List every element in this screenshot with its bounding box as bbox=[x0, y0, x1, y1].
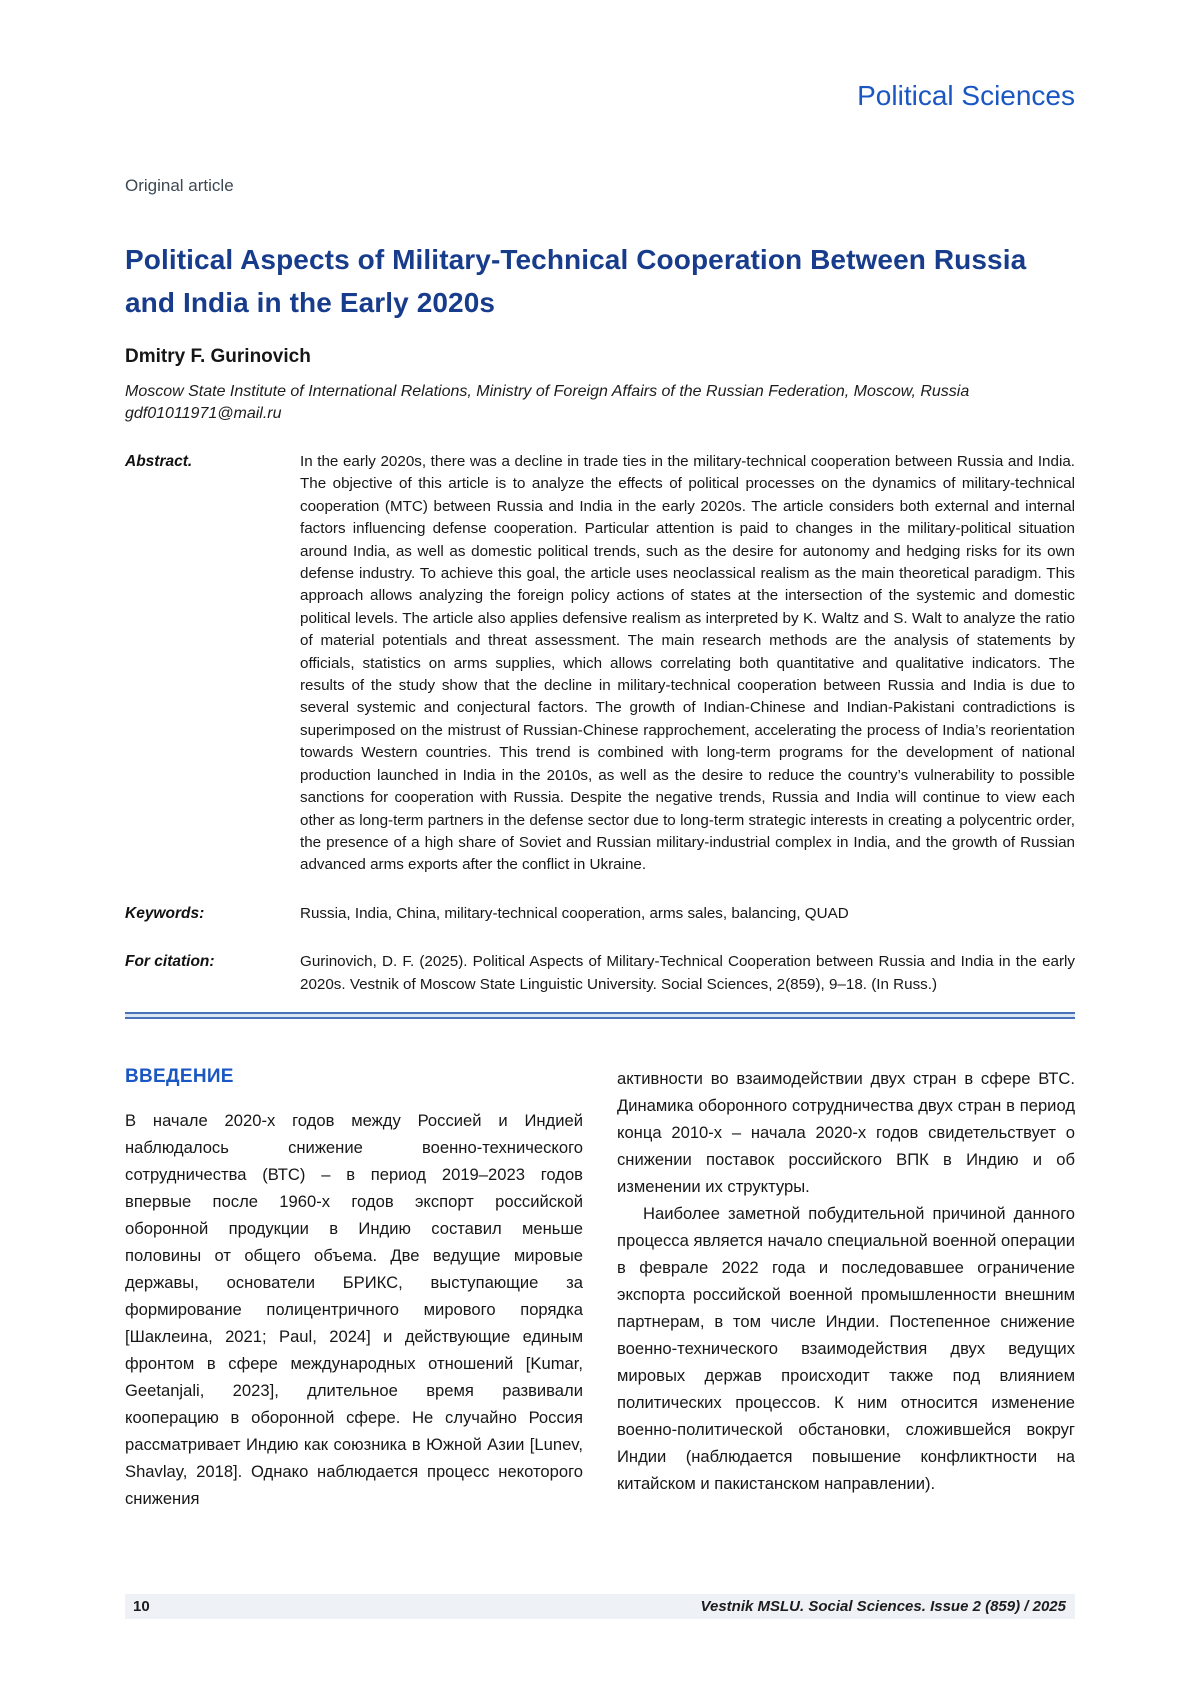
keywords-text: Russia, India, China, military-technical cooperation, arms sales, balancing, QUAD bbox=[300, 904, 849, 922]
citation-section bbox=[125, 951, 1075, 996]
intro-column-right bbox=[617, 1065, 1075, 1512]
keywords-section bbox=[125, 903, 1075, 925]
page-footer bbox=[125, 1594, 1075, 1619]
keywords-label: Keywords: bbox=[125, 904, 205, 922]
citation-label: For citation: bbox=[125, 953, 215, 971]
author-email: gdf01011971@mail.ru bbox=[125, 405, 282, 422]
intro-paragraph-right-1: активности во взаимодействии двух стран в сфере ВТС. Динамика оборонного сотрудничества двух стран в период конца 2010-х – начала 2020-х годов свидетельствует о снижении поставок российского ВПК в Индию и об изменении их структуры. bbox=[617, 1068, 1075, 1196]
section-divider bbox=[125, 1012, 1075, 1019]
intro-paragraph-right-2: Наиболее заметной побудительной причиной данного процесса является начало специальной военной операции в феврале 2022 года и последовавшее ограничение экспорта российской военной промышленности внешним партнерам, в том числе Индии. Постепенное снижение военно-технического взаимодействия двух ведущих мировых держав происходит также под влиянием политических процессов. К ним относится изменение военно-политической обстановки, сложившейся вокруг Индии (наблюдается повышение конфликтности на китайском и пакистанском направлении). bbox=[617, 1203, 1075, 1493]
article-type-label: Original article bbox=[125, 176, 234, 195]
article-title: Political Aspects of Military-Technical Cooperation Between Russia and India in the Early 2020s bbox=[125, 244, 1027, 318]
abstract-label: Abstract. bbox=[125, 453, 193, 470]
intro-paragraph-left: В начале 2020-х годов между Россией и Индией наблюдалось снижение военно-технического сотрудничества (ВТС) – в период 2019–2023 годов впервые после 1960-х годов экспорт российской оборонной продукции в Индию составил меньше половины от общего объема. Две ведущие мировые державы, основатели БРИКС, выступающие за формирование полицентричного мирового порядка [Шаклеина, 2021; Paul, 2024] и действующие единым фронтом в сфере международных отношений [Kumar, Geetanjali, 2023], длительное время развивали кооперацию в оборонной сфере. Не случайно Россия рассматривает Индию как союзника в Южной Азии [Lunev, Shavlay, 2018]. Однако наблюдается процесс некоторого снижения bbox=[125, 1110, 583, 1508]
author-affiliation: Moscow State Institute of International Relations, Ministry of Foreign Affairs of the Russian Federation, Moscow, Russia bbox=[125, 383, 970, 400]
abstract-text: In the early 2020s, there was a decline in trade ties in the military-technical cooperation between Russia and India. The objective of this article is to analyze the effects of political processes on the dynamics of military-technical cooperation (MTC) between Russia and India in the early 2020s. The article considers both external and internal factors influencing defense cooperation. Particular attention is paid to changes in the military-political situation around India, as well as domestic political trends, such as the desire for autonomy and hedging risks for its own defense industry. To achieve this goal, the article uses neoclassical realism as the main theoretical paradigm. This approach allows analyzing the foreign policy actions of states at the intersection of the systemic and domestic political levels. The article also applies defensive realism as interpreted by K. Waltz and S. Walt to analyze the ratio of material potentials and threat assessment. The main research methods are the analysis of statements by officials, statistics on arms supplies, which allows correlating both quantitative and qualitative indicators. The results of the study show that the decline in military-technical cooperation between Russia and India is due to several systemic and conjectural factors. The growth of Indian-Chinese and Indian-Pakistani contradictions is superimposed on the mistrust of Russian-Chinese rapprochement, accelerating the process of India’s reorientation towards Western countries. This trend is combined with long-term programs for the development of national production launched in India in the 2010s, as well as the desire to reduce the country’s vulnerability to possible sanctions for cooperation with Russia. Despite the negative trends, Russia and India will continue to view each other as long-term partners in the defense sector due to long-term strategic interests in creating a polycentric order, the presence of a high share of Soviet and Russian military-industrial complex in India, and the growth of Russian advanced arms exports after the conflict in Ukraine. bbox=[300, 453, 1075, 874]
intro-column-left bbox=[125, 1065, 583, 1512]
section-header: Political Sciences bbox=[857, 80, 1075, 111]
page-number: 10 bbox=[133, 1598, 150, 1615]
intro-heading: ВВЕДЕНИЕ bbox=[125, 1065, 234, 1087]
journal-info: Vestnik MSLU. Social Sciences. Issue 2 (859) / 2025 bbox=[700, 1598, 1066, 1615]
introduction-section bbox=[125, 1065, 1075, 1512]
abstract-section bbox=[125, 451, 1075, 877]
author-name: Dmitry F. Gurinovich bbox=[125, 346, 311, 367]
citation-text: Gurinovich, D. F. (2025). Political Aspects of Military-Technical Cooperation between Russia and India in the early 2020s. Vestnik of Moscow State Linguistic University. Social Sciences, 2(859), 9–18. (In Russ.) bbox=[300, 953, 1075, 993]
